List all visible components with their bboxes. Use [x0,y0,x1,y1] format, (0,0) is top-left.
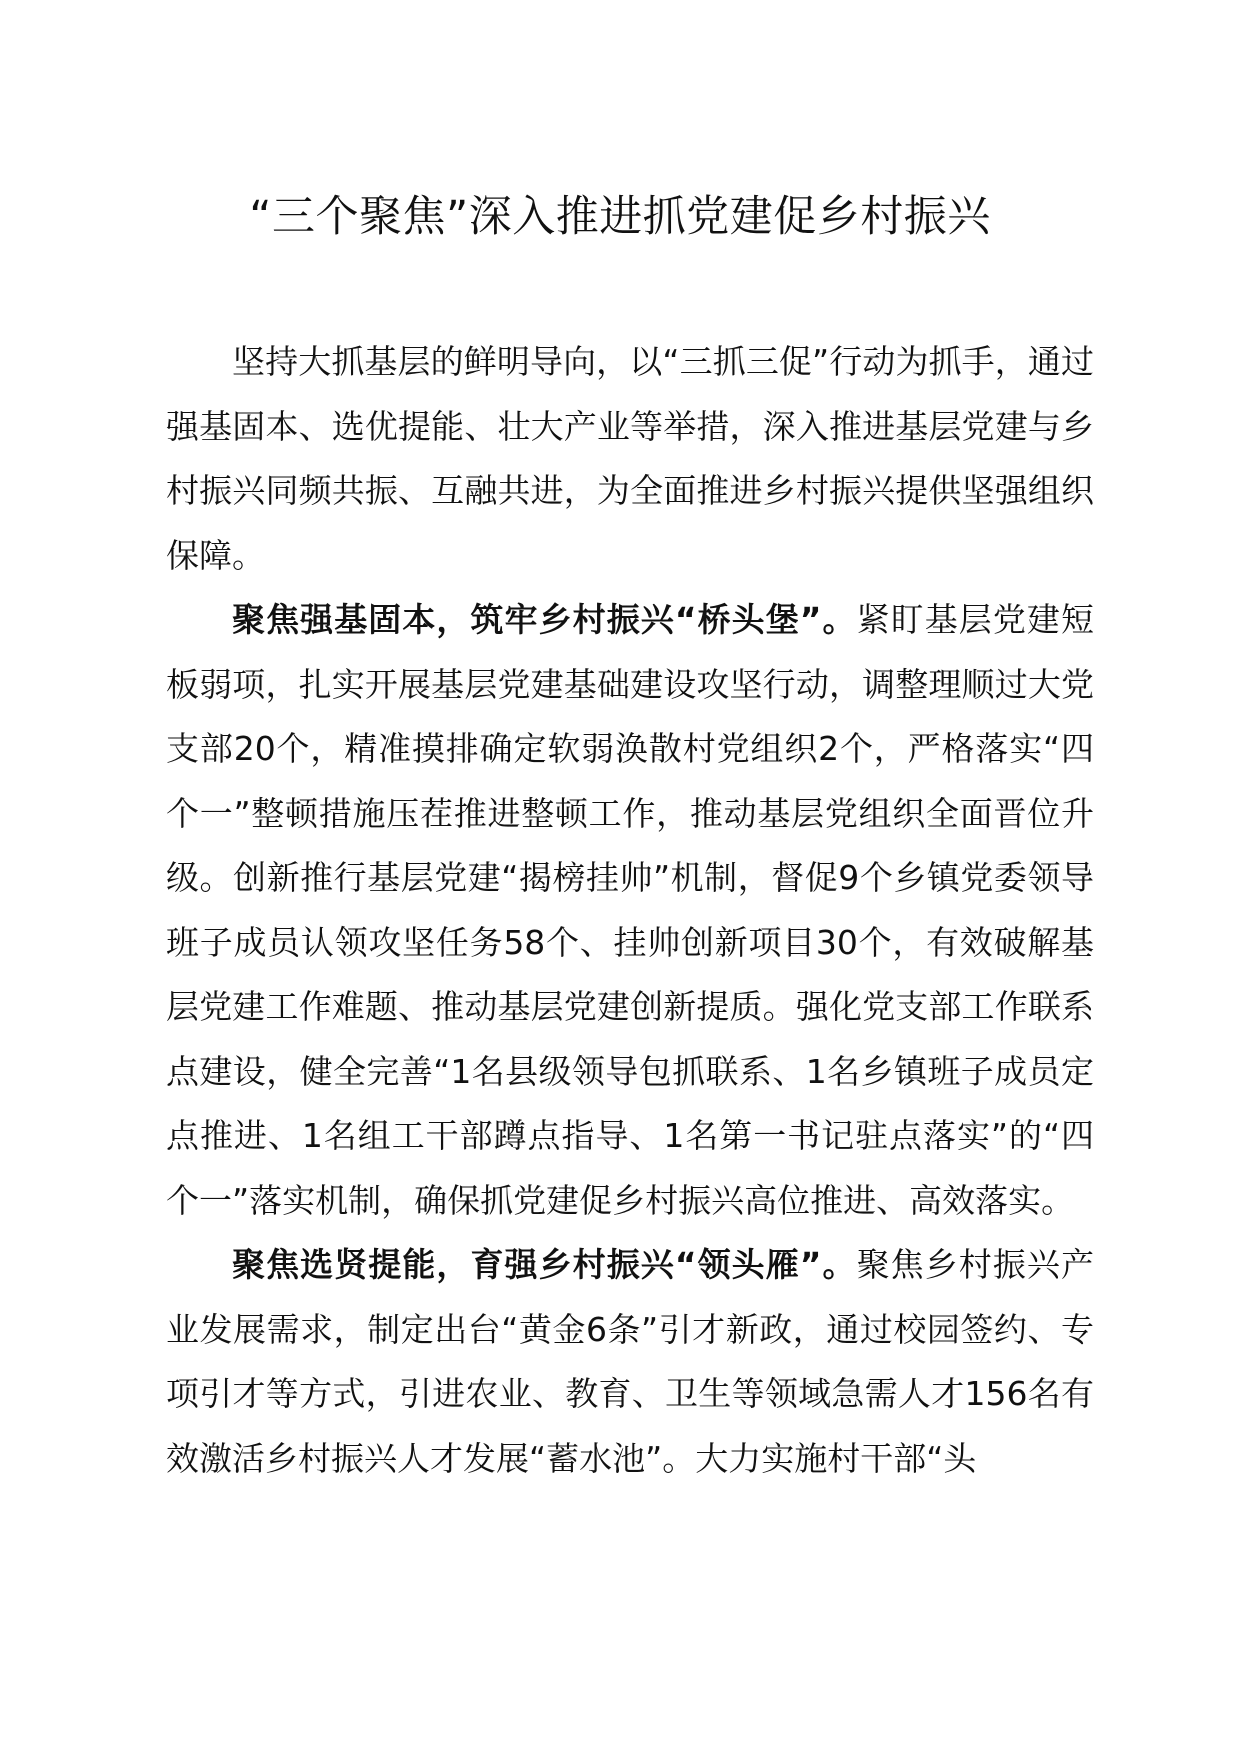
paragraph-text: 紧盯基层党建短板弱项，扎实开展基层党建基础建设攻坚行动，调整理顺过大党支部20个，精准摸排确定软弱涣散村党组织2个，严格落实“四个一”整顿措施压茬推进整顿工作，推动基层党组织全面晋位升级。创新推行基层党建“揭榜挂帅”机制，督促9个乡镇党委领导班子成员认领攻坚任务58个、挂帅创新项目30个，有效破解基层党建工作难题、推动基层党建创新提质。强化党支部工作联系点建设，健全完善“1名县级领导包抓联系、1名乡镇班子成员定点推进、1名组工干部蹲点指导、1名第一书记驻点落实”的“四个一”落实机制，确保抓党建促乡村振兴高位推进、高效落实。 [166,600,1094,1220]
page-title: “三个聚焦”深入推进抓党建促乡村振兴 [249,192,991,242]
section-heading: 聚焦选贤提能，育强乡村振兴“领头雁”。 [232,1245,857,1284]
section-heading: 聚焦强基固本，筑牢乡村振兴“桥头堡”。 [232,600,857,639]
paragraph-text: 聚焦乡村振兴产业发展需求，制定出台“黄金6条”引才新政，通过校园签约、专项引才等方式，引进农业、教育、卫生等领域急需人才156名有效激活乡村振兴人才发展“蓄水池”。大力实施村干部“头 [166,1245,1094,1478]
intro-paragraph [166,330,1094,588]
paragraph-text: 坚持大抓基层的鲜明导向，以“三抓三促”行动为抓手，通过强基固本、选优提能、壮大产业等举措，深入推进基层党建与乡村振兴同频共振、互融共进，为全面推进乡村振兴提供坚强组织保障。 [166,342,1094,575]
section-paragraph-foundation [166,588,1094,1233]
document-body [166,330,1094,1491]
section-paragraph-talent [166,1233,1094,1491]
